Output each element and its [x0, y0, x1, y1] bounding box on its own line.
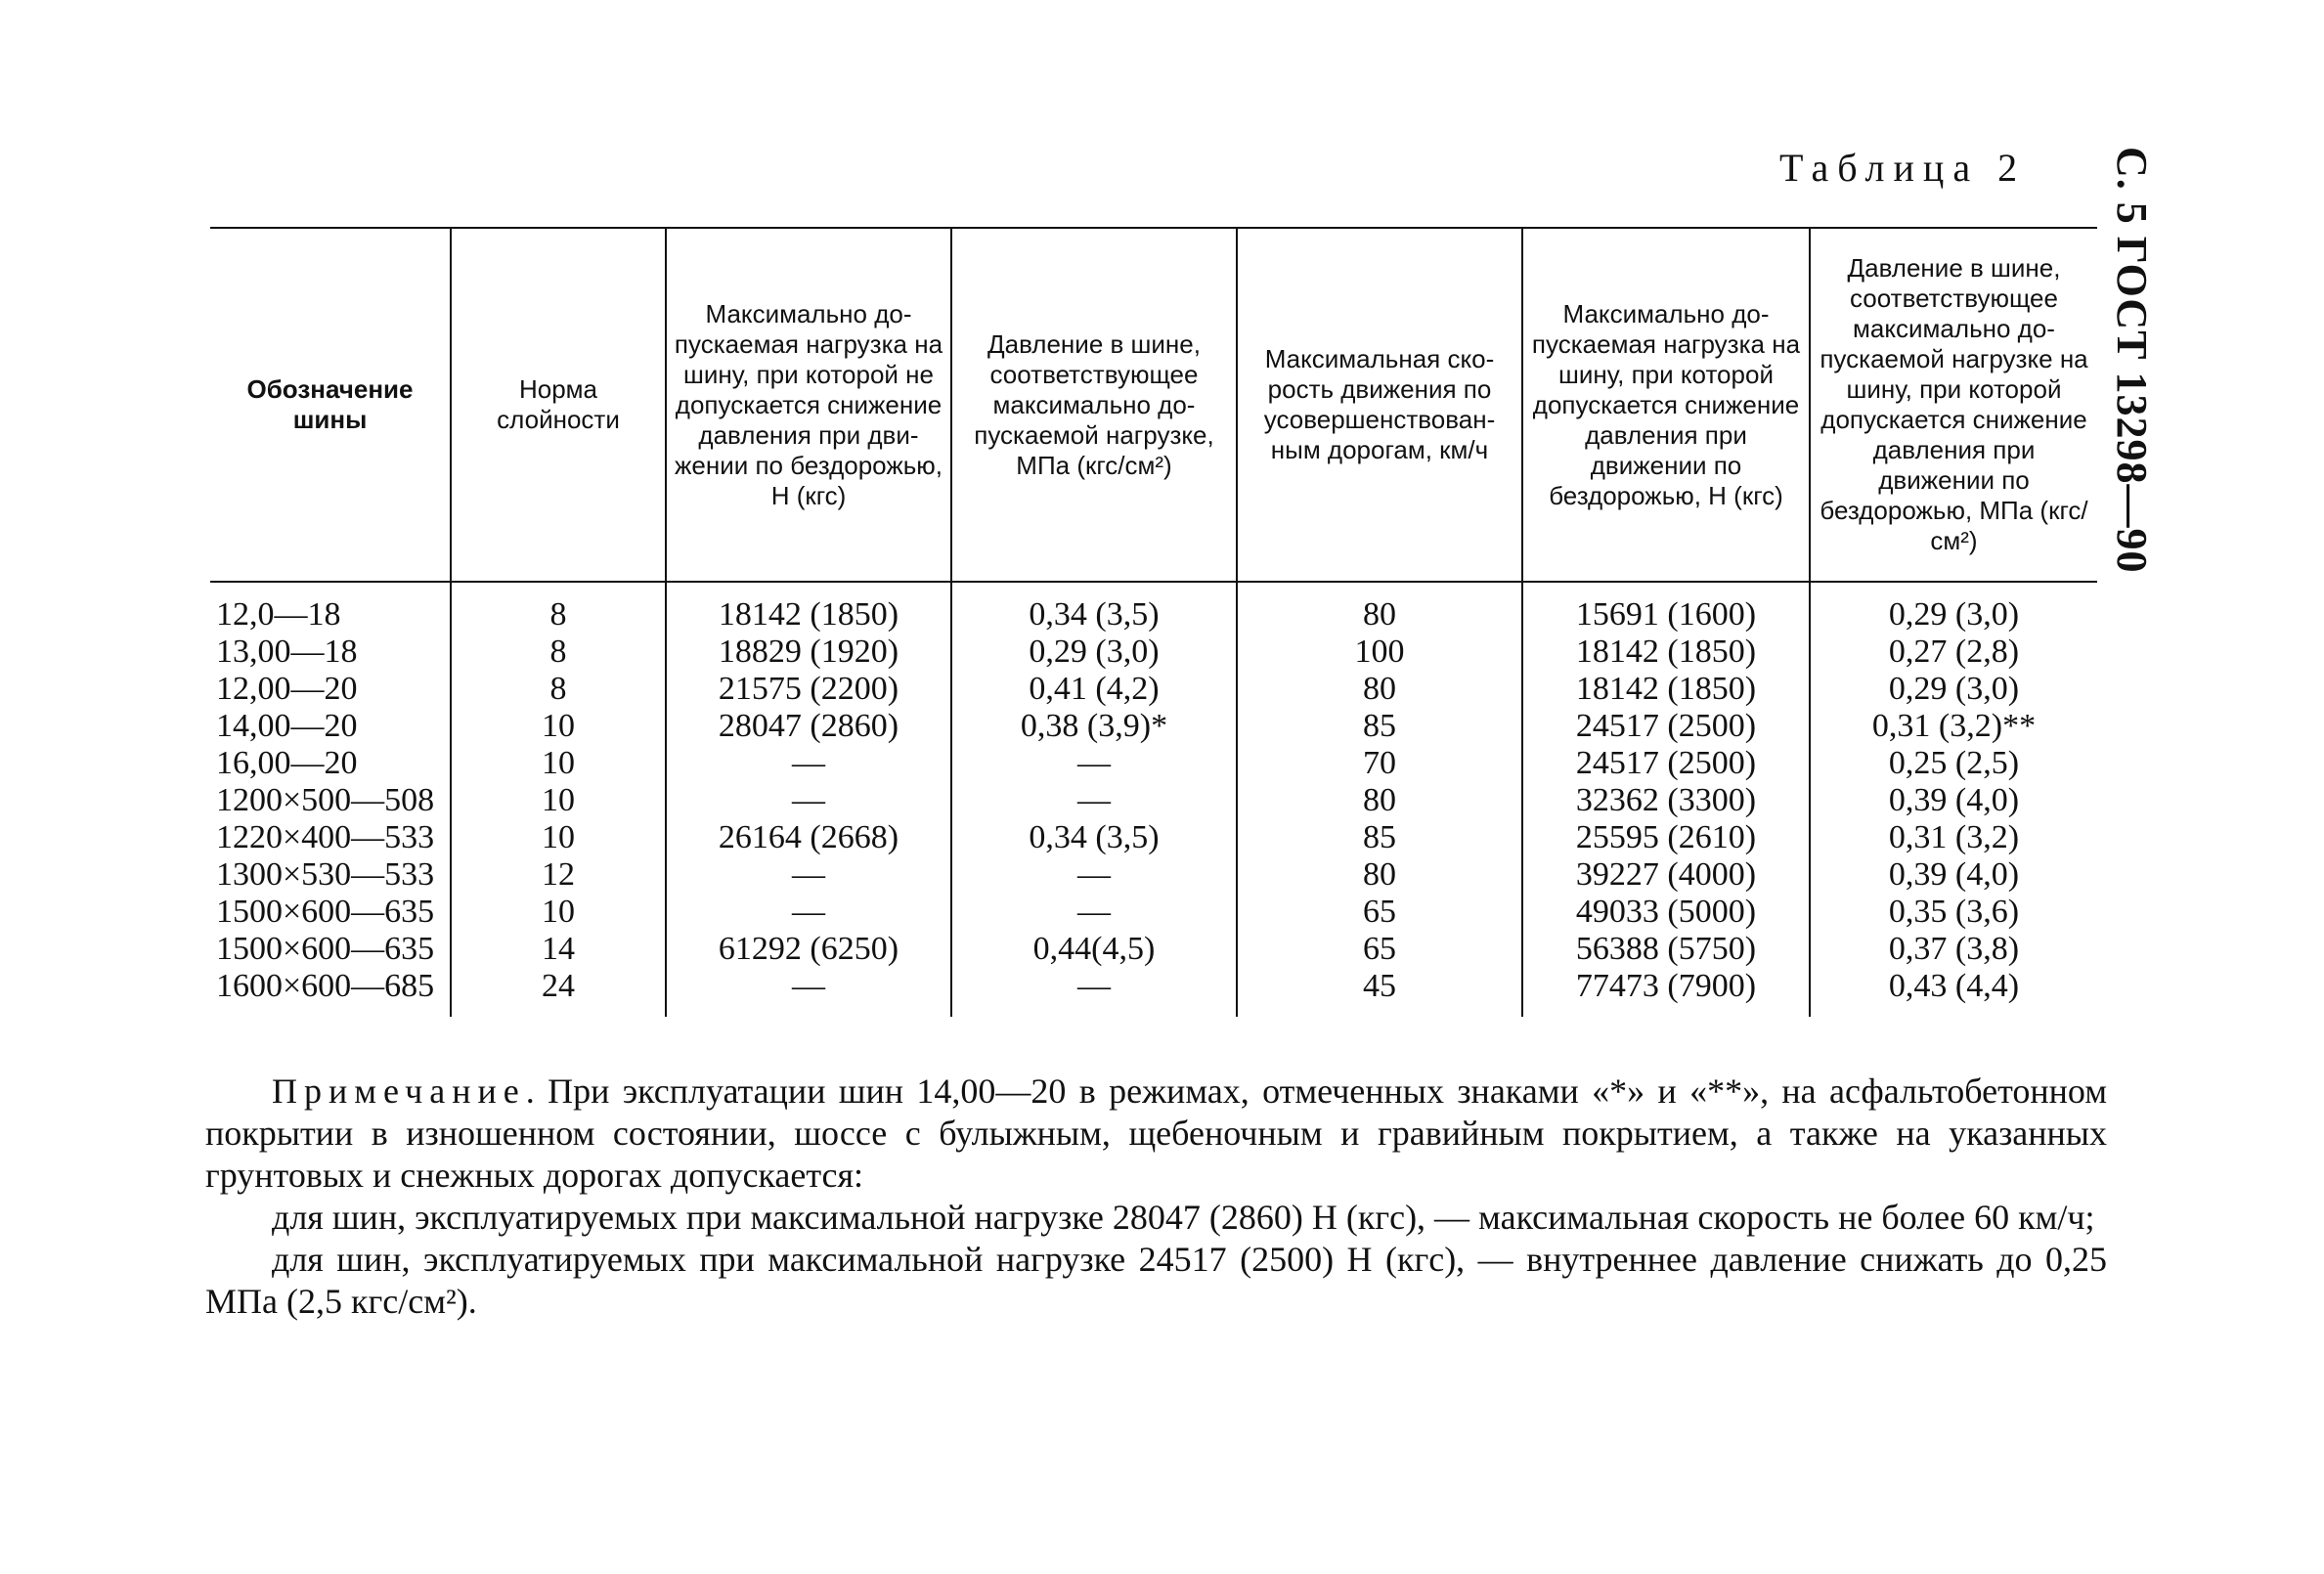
cell-max-load-no-reduction: 28047 (2860) — [666, 708, 951, 745]
cell-pressure-max-load: — — [951, 745, 1237, 782]
header-max-load-with-reduction: Максимально допускаемая нагрузка на шину, при которой допускается снижение давления при движении по бездорожью, Н (кгс) — [1522, 228, 1810, 582]
cell-max-load-with-reduction: 24517 (2500) — [1522, 745, 1810, 782]
cell-pressure-max-load: — — [951, 856, 1237, 894]
cell-pressure-max-load: 0,34 (3,5) — [951, 819, 1237, 856]
note-block — [205, 1071, 2107, 1323]
cell-pressure-reduced: 0,27 (2,8) — [1810, 634, 2097, 671]
cell-max-load-no-reduction: 26164 (2668) — [666, 819, 951, 856]
cell-ply-rating: 8 — [451, 634, 666, 671]
cell-tire-designation: 1220×400—533 — [216, 819, 435, 855]
cell-tire-designation: 1500×600—635 — [216, 894, 435, 930]
cell-max-load-no-reduction: 18829 (1920) — [666, 634, 951, 671]
cell-pressure-reduced: 0,29 (3,0) — [1810, 671, 2097, 708]
cell-tire-designation: 1200×500—508 — [216, 782, 435, 818]
cell-max-speed: 80 — [1237, 671, 1522, 708]
cell-max-speed: 85 — [1237, 819, 1522, 856]
cell-max-load-with-reduction: 39227 (4000) — [1522, 856, 1810, 894]
table-row — [210, 819, 2097, 856]
note-text: . При эксплуатации шин 14,00—20 в режимах, отмеченных знаками «*» и «**», на асфальтобетонном покрытии в изношенном состоянии, шоссе с булыжным, щебеночным и гравийным покрытием, а также на указанных грунтовых и снежных дорогах допускается: — [205, 1071, 2107, 1195]
header-pressure-reduced: Давление в шине, соответствующее максимально допускаемой нагрузке на шину, при которой допускается снижение давления при движении по бездорожью, МПа (кгс/см²) — [1810, 228, 2097, 582]
cell-pressure-reduced: 0,43 (4,4) — [1810, 968, 2097, 1017]
table-row — [210, 582, 2097, 634]
cell-pressure-reduced: 0,31 (3,2) — [1810, 819, 2097, 856]
cell-pressure-reduced: 0,35 (3,6) — [1810, 894, 2097, 931]
cell-max-load-no-reduction: — — [666, 968, 951, 1017]
cell-max-load-with-reduction: 18142 (1850) — [1522, 634, 1810, 671]
cell-tire-designation: 1600×600—685 — [216, 968, 435, 1004]
table-row — [210, 894, 2097, 931]
table-row — [210, 745, 2097, 782]
cell-pressure-reduced: 0,25 (2,5) — [1810, 745, 2097, 782]
cell-max-load-no-reduction: — — [666, 745, 951, 782]
cell-ply-rating: 12 — [451, 856, 666, 894]
table-row — [210, 931, 2097, 968]
cell-max-load-with-reduction: 56388 (5750) — [1522, 931, 1810, 968]
cell-max-speed: 80 — [1237, 856, 1522, 894]
cell-max-speed: 45 — [1237, 968, 1522, 1017]
note-item-1: для шин, эксплуатируемых при максимальной нагрузке 28047 (2860) Н (кгс), — максимальная скорость не более 60 км/ч; — [272, 1198, 2095, 1237]
cell-ply-rating: 10 — [451, 745, 666, 782]
table-header-row — [210, 228, 2097, 582]
cell-pressure-reduced: 0,39 (4,0) — [1810, 782, 2097, 819]
cell-ply-rating: 10 — [451, 819, 666, 856]
table-row — [210, 671, 2097, 708]
cell-ply-rating: 14 — [451, 931, 666, 968]
cell-pressure-reduced: 0,37 (3,8) — [1810, 931, 2097, 968]
table-row — [210, 708, 2097, 745]
cell-max-speed: 65 — [1237, 931, 1522, 968]
note-item-2: для шин, эксплуатируемых при максимальной нагрузке 24517 (2500) Н (кгс), — внутреннее давление снижать до 0,25 МПа (2,5 кгс/см²). — [205, 1240, 2107, 1321]
cell-max-speed: 80 — [1237, 782, 1522, 819]
note-label: Примечание — [272, 1071, 526, 1111]
cell-pressure-max-load: 0,41 (4,2) — [951, 671, 1237, 708]
cell-tire-designation: 1300×530—533 — [216, 856, 435, 893]
cell-ply-rating: 8 — [451, 671, 666, 708]
cell-max-load-no-reduction: 18142 (1850) — [666, 582, 951, 634]
table-body — [210, 582, 2097, 1017]
cell-max-load-with-reduction: 49033 (5000) — [1522, 894, 1810, 931]
cell-pressure-max-load: — — [951, 782, 1237, 819]
table-row — [210, 782, 2097, 819]
cell-tire-designation: 12,00—20 — [216, 671, 358, 707]
cell-max-speed: 80 — [1237, 582, 1522, 634]
header-pressure-max-load: Давление в шине, соответствующее максимально допускаемой нагрузке, МПа (кгс/см²) — [951, 228, 1237, 582]
cell-ply-rating: 10 — [451, 782, 666, 819]
cell-max-speed: 85 — [1237, 708, 1522, 745]
cell-ply-rating: 10 — [451, 894, 666, 931]
cell-pressure-reduced: 0,39 (4,0) — [1810, 856, 2097, 894]
cell-max-load-with-reduction: 24517 (2500) — [1522, 708, 1810, 745]
cell-pressure-max-load: 0,38 (3,9)* — [951, 708, 1237, 745]
cell-ply-rating: 8 — [451, 582, 666, 634]
cell-max-load-no-reduction: 21575 (2200) — [666, 671, 951, 708]
cell-max-load-with-reduction: 32362 (3300) — [1522, 782, 1810, 819]
cell-pressure-reduced: 0,29 (3,0) — [1810, 582, 2097, 634]
table-row — [210, 968, 2097, 1017]
cell-ply-rating: 24 — [451, 968, 666, 1017]
cell-max-load-no-reduction: 61292 (6250) — [666, 931, 951, 968]
cell-pressure-max-load: 0,29 (3,0) — [951, 634, 1237, 671]
cell-pressure-max-load: 0,34 (3,5) — [951, 582, 1237, 634]
table-row — [210, 634, 2097, 671]
cell-pressure-reduced: 0,31 (3,2)** — [1810, 708, 2097, 745]
table-row — [210, 856, 2097, 894]
cell-max-load-no-reduction: — — [666, 894, 951, 931]
note-paragraph — [205, 1071, 2107, 1197]
table-caption: Таблица 2 — [1779, 146, 2027, 190]
cell-max-load-no-reduction: — — [666, 856, 951, 894]
cell-ply-rating: 10 — [451, 708, 666, 745]
cell-tire-designation: 12,0—18 — [216, 596, 341, 633]
cell-tire-designation: 14,00—20 — [216, 708, 358, 744]
cell-tire-designation: 13,00—18 — [216, 634, 358, 670]
cell-max-speed: 100 — [1237, 634, 1522, 671]
cell-max-speed: 70 — [1237, 745, 1522, 782]
cell-max-load-with-reduction: 18142 (1850) — [1522, 671, 1810, 708]
cell-max-load-with-reduction: 15691 (1600) — [1522, 582, 1810, 634]
cell-tire-designation: 1500×600—635 — [216, 931, 435, 967]
header-ply-rating: Норма слойности — [451, 228, 666, 582]
cell-pressure-max-load: — — [951, 894, 1237, 931]
cell-max-load-with-reduction: 77473 (7900) — [1522, 968, 1810, 1017]
header-max-speed: Максимальная скорость движения по усовершенствованным дорогам, км/ч — [1237, 228, 1522, 582]
cell-max-load-no-reduction: — — [666, 782, 951, 819]
header-tire-designation: Обозначение шины — [246, 374, 414, 434]
cell-max-speed: 65 — [1237, 894, 1522, 931]
cell-pressure-max-load: 0,44(4,5) — [951, 931, 1237, 968]
page-header: С. 5 ГОСТ 13298—90 — [2108, 147, 2156, 574]
tire-table — [210, 227, 2097, 1017]
cell-max-load-with-reduction: 25595 (2610) — [1522, 819, 1810, 856]
cell-tire-designation: 16,00—20 — [216, 745, 358, 781]
header-max-load-no-reduction: Максимально допускаемая нагрузка на шину, при которой не допускается снижение давления при движении по бездорожью, Н (кгс) — [666, 228, 951, 582]
cell-pressure-max-load: — — [951, 968, 1237, 1017]
